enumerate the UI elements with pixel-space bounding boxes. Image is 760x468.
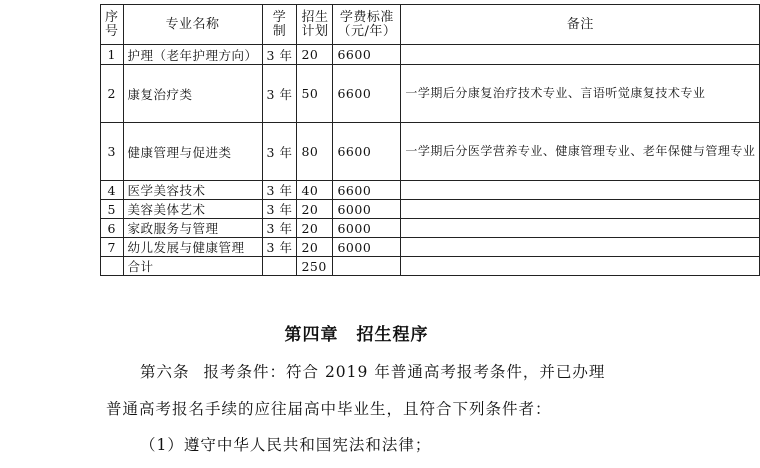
cell-fee: 6600 (333, 65, 401, 123)
cell-note (401, 181, 760, 200)
cell-fee: 6600 (333, 123, 401, 181)
cell-length: 3 年 (262, 65, 297, 123)
article-line-1 (140, 360, 605, 382)
cell-note (401, 45, 760, 65)
cell-name: 医学美容技术 (123, 181, 262, 200)
cell-plan: 20 (297, 238, 333, 257)
cell-name: 护理（老年护理方向） (123, 45, 262, 65)
cell-note (401, 219, 760, 238)
article-line-2: 普通高考报名手续的应往届高中毕业生，且符合下列条件者： (106, 400, 552, 418)
header-plan-line2: 计划 (301, 23, 329, 39)
cell-plan: 20 (297, 45, 333, 65)
table-row (101, 200, 760, 219)
article-number: 第六条 (140, 363, 190, 381)
cell-fee: 6600 (333, 45, 401, 65)
table-row (101, 219, 760, 238)
cell-plan: 20 (297, 200, 333, 219)
header-plan-line1: 招生 (301, 9, 329, 25)
header-no-line1: 序 (105, 9, 119, 25)
cell-name: 幼儿发展与健康管理 (123, 238, 262, 257)
cell-length: 3 年 (262, 181, 297, 200)
table-header-row (101, 5, 760, 45)
header-no (101, 5, 124, 45)
header-fee-line2: （元/年） (337, 23, 397, 39)
cell-no: 3 (101, 123, 124, 181)
cell-note (401, 200, 760, 219)
cell-name: 家政服务与管理 (123, 219, 262, 238)
table-row (101, 181, 760, 200)
cell-name: 健康管理与促进类 (123, 123, 262, 181)
header-fee-line1: 学费标准 (339, 9, 394, 25)
cell-no: 4 (101, 181, 124, 200)
header-length (262, 5, 297, 45)
header-note: 备注 (401, 5, 760, 45)
cell-fee: 6000 (333, 238, 401, 257)
cell-length: 3 年 (262, 200, 297, 219)
cell-no: 7 (101, 238, 124, 257)
cell-no: 5 (101, 200, 124, 219)
cell-note-empty (401, 257, 760, 276)
header-fee (333, 5, 401, 45)
cell-no-empty (101, 257, 124, 276)
table-total-row (101, 257, 760, 276)
table-row (101, 45, 760, 65)
cell-length-empty (262, 257, 297, 276)
table-row (101, 238, 760, 257)
cell-no: 6 (101, 219, 124, 238)
cell-length: 3 年 (262, 123, 297, 181)
cell-fee-empty (333, 257, 401, 276)
cell-no: 2 (101, 65, 124, 123)
cell-name: 康复治疗类 (123, 65, 262, 123)
cell-fee: 6000 (333, 200, 401, 219)
cell-length: 3 年 (262, 238, 297, 257)
article-text-1: 报考条件：符合 2019 年普通高考报考条件，并已办理 (203, 363, 606, 381)
cell-length: 3 年 (262, 219, 297, 238)
article-line-3: （1）遵守中华人民共和国宪法和法律； (140, 436, 432, 454)
chapter-title: 第四章 招生程序 (284, 325, 429, 345)
header-no-line2: 号 (105, 23, 119, 39)
cell-plan: 40 (297, 181, 333, 200)
cell-plan: 50 (297, 65, 333, 123)
header-length-line2: 制 (272, 23, 287, 39)
table-row (101, 123, 760, 181)
cell-length: 3 年 (262, 45, 297, 65)
cell-plan: 80 (297, 123, 333, 181)
enrollment-table (100, 4, 760, 276)
total-label: 合计 (123, 257, 262, 276)
cell-name: 美容美体艺术 (123, 200, 262, 219)
total-plan: 250 (297, 257, 333, 276)
cell-no: 1 (101, 45, 124, 65)
cell-fee: 6600 (333, 181, 401, 200)
header-name: 专业名称 (123, 5, 262, 45)
table-row (101, 65, 760, 123)
cell-plan: 20 (297, 219, 333, 238)
header-length-line1: 学 (272, 9, 287, 25)
header-plan (297, 5, 333, 45)
cell-note: 一学期后分医学营养专业、健康管理专业、老年保健与管理专业 (401, 123, 760, 181)
cell-note: 一学期后分康复治疗技术专业、言语听觉康复技术专业 (401, 65, 760, 123)
cell-fee: 6000 (333, 219, 401, 238)
cell-note (401, 238, 760, 257)
